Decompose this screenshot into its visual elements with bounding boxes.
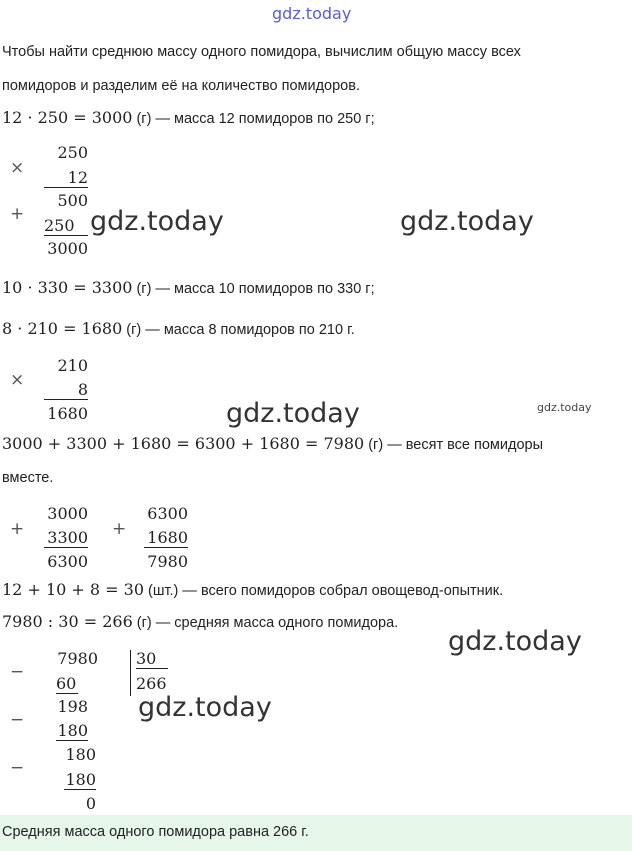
- add1-term-b: 3300: [44, 528, 88, 548]
- step-4-continuation: вместе.: [2, 470, 54, 486]
- intro-text-line-2: помидоров и разделим её на количество помидоров.: [2, 78, 360, 94]
- division-remainder-2: 180: [65, 745, 96, 764]
- mult1-factor-b: 12: [44, 168, 88, 188]
- division-remainder-1: 198: [57, 697, 88, 716]
- step-2-text: (г) — масса 10 помидоров по 330 г;: [132, 281, 375, 297]
- division-final-remainder: 0: [85, 794, 96, 813]
- plus-sign: +: [112, 519, 127, 539]
- watermark: gdz.today: [138, 692, 272, 723]
- answer-text: Средняя масса одного помидора равна 266 г.: [2, 824, 309, 840]
- step-5-text: (шт.) — всего помидоров собрал овощевод-опытник.: [144, 583, 504, 599]
- mult1-result: 3000: [47, 239, 88, 258]
- multiply-sign: ×: [10, 158, 25, 178]
- watermark: gdz.today: [400, 206, 534, 237]
- minus-sign: −: [10, 710, 25, 730]
- watermark: gdz.today: [90, 206, 224, 237]
- step-6-expression: 7980 : 30 = 266: [2, 612, 133, 631]
- step-4-expression: 3000 + 3300 + 1680 = 6300 + 1680 = 7980: [2, 434, 365, 453]
- step-3-expression: 8 · 210 = 1680: [2, 319, 123, 338]
- mult2-result: 1680: [47, 404, 88, 423]
- add2-term-b: 1680: [144, 528, 188, 548]
- add2-term-a: 6300: [147, 504, 188, 523]
- site-logo[interactable]: gdz.today: [272, 4, 352, 23]
- division-divisor: 30: [136, 649, 168, 669]
- add1-result: 6300: [47, 552, 88, 571]
- step-4: [2, 434, 543, 453]
- division-subtrahend-2: 180: [57, 721, 88, 740]
- minus-sign: −: [10, 662, 25, 682]
- step-3-text: (г) — масса 8 помидоров по 210 г.: [122, 322, 355, 338]
- mult1-partial-1: 500: [57, 191, 88, 210]
- mult2-factor-a: 210: [57, 356, 88, 375]
- step-3: [2, 319, 355, 338]
- mult1-partial-2: 250: [44, 216, 88, 236]
- mult1-factor-a: 250: [57, 143, 88, 162]
- division-dividend: 7980: [57, 649, 98, 668]
- answer-box: [0, 815, 632, 851]
- step-1: [2, 108, 375, 127]
- step-1-expression: 12 · 250 = 3000: [2, 108, 133, 127]
- step-2-expression: 10 · 330 = 3300: [2, 278, 133, 297]
- plus-sign: +: [10, 519, 25, 539]
- step-6: [2, 612, 398, 631]
- minus-sign: −: [10, 758, 25, 778]
- mult2-factor-b: 8: [44, 380, 88, 400]
- watermark-small: gdz.today: [537, 401, 592, 414]
- division-subtrahend-1: 60: [56, 674, 77, 693]
- add1-term-a: 3000: [47, 504, 88, 523]
- multiply-sign: ×: [10, 370, 25, 390]
- watermark: gdz.today: [448, 626, 582, 657]
- step-1-text: (г) — масса 12 помидоров по 250 г;: [132, 111, 375, 127]
- division-subtrahend-3: 180: [65, 770, 96, 789]
- step-6-text: (г) — средняя масса одного помидора.: [132, 615, 399, 631]
- add2-result: 7980: [147, 552, 188, 571]
- plus-sign: +: [10, 204, 25, 224]
- step-5: [2, 580, 503, 599]
- intro-text-line-1: Чтобы найти среднюю массу одного помидора, вычислим общую массу всех: [2, 44, 521, 60]
- division-quotient: 266: [136, 674, 167, 693]
- step-4-text: (г) — весят все помидоры: [364, 437, 543, 453]
- division-bar: [130, 650, 131, 696]
- step-2: [2, 278, 375, 297]
- watermark: gdz.today: [226, 398, 360, 429]
- step-5-expression: 12 + 10 + 8 = 30: [2, 580, 144, 599]
